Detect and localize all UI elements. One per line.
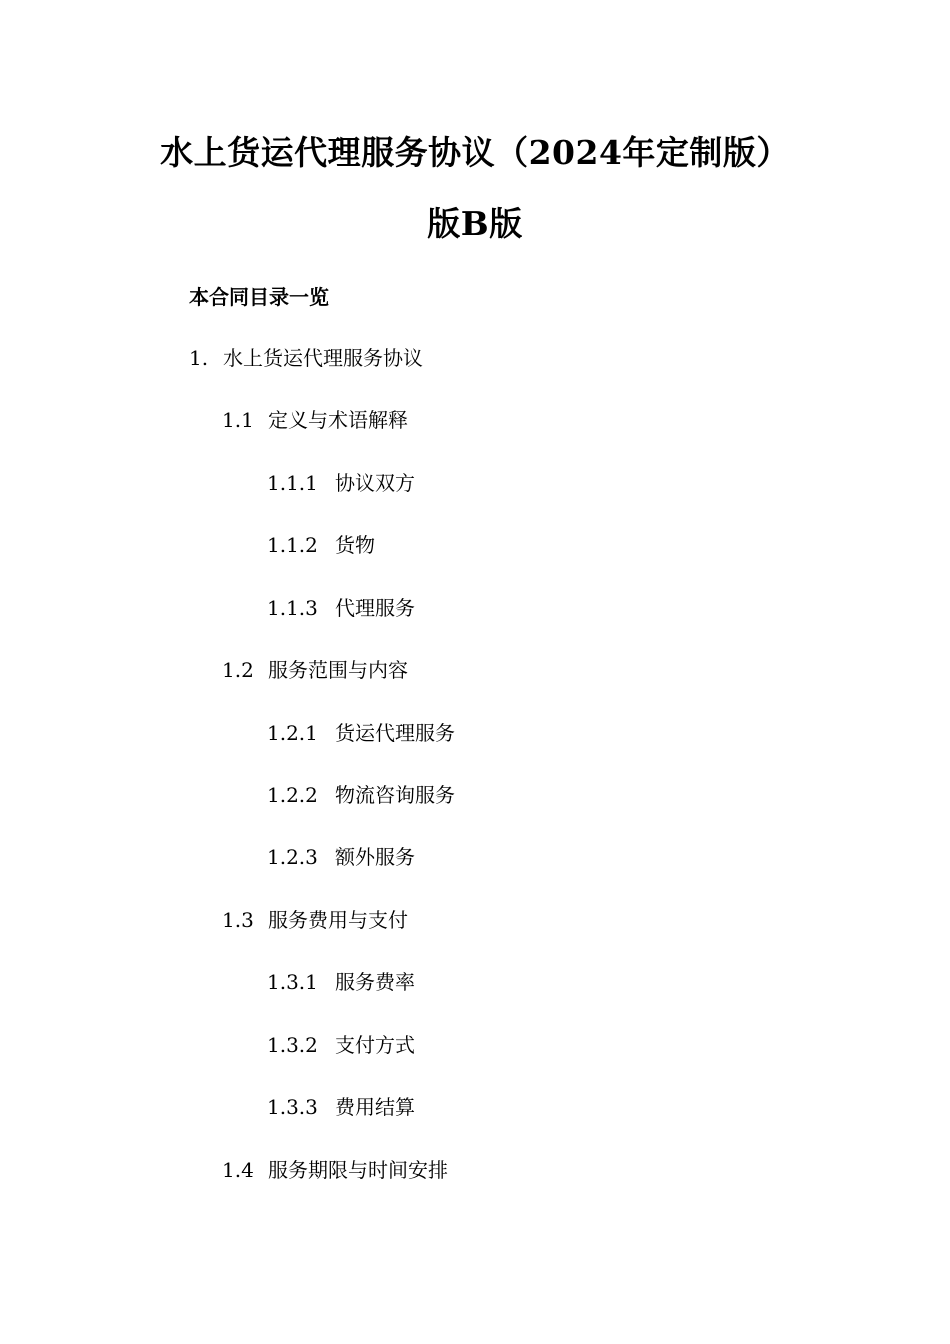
- toc-item: [267, 1031, 415, 1059]
- toc-item-number: 1.3.3: [267, 1095, 318, 1119]
- toc-item-number: 1.2.3: [267, 845, 318, 869]
- toc-item: [222, 1156, 448, 1184]
- toc-item: [267, 781, 455, 809]
- toc-heading: 本合同目录一览: [189, 285, 329, 309]
- toc-item: [267, 594, 415, 622]
- toc-item-number: 1.1: [222, 408, 254, 432]
- toc-item-text: 服务费用与支付: [268, 908, 408, 932]
- toc-item: [267, 531, 375, 559]
- toc-item: [222, 406, 408, 434]
- toc-item-text: 费用结算: [335, 1095, 415, 1119]
- toc-item: [189, 344, 423, 372]
- toc-item-number: 1.3: [222, 908, 254, 932]
- toc-item-number: 1.1.3: [267, 596, 318, 620]
- toc-item-number: 1.1.1: [267, 471, 318, 495]
- document-title: 水上货运代理服务协议（2024年定制版）: [160, 133, 790, 172]
- toc-item-number: 1.2.2: [267, 783, 318, 807]
- toc-item-number: 1.2: [222, 658, 254, 682]
- toc-item-text: 水上货运代理服务协议: [223, 346, 423, 370]
- toc-item: [267, 1093, 415, 1121]
- toc-item: [267, 469, 415, 497]
- toc-item-number: 1.4: [222, 1158, 254, 1182]
- toc-item-text: 服务范围与内容: [268, 658, 408, 682]
- toc-item-text: 额外服务: [335, 845, 415, 869]
- toc-item-text: 代理服务: [335, 596, 415, 620]
- toc-item-text: 定义与术语解释: [268, 408, 408, 432]
- toc-item-text: 货运代理服务: [335, 721, 455, 745]
- toc-item-text: 货物: [335, 533, 375, 557]
- toc-item-number: 1.2.1: [267, 721, 318, 745]
- toc-item-number: 1.1.2: [267, 533, 318, 557]
- toc-item: [267, 968, 415, 996]
- toc-item: [267, 843, 415, 871]
- toc-item: [222, 906, 408, 934]
- toc-item-number: 1.: [189, 346, 209, 370]
- toc-item-text: 支付方式: [335, 1033, 415, 1057]
- document-subtitle: 版B版: [427, 204, 523, 243]
- toc-item-text: 协议双方: [335, 471, 415, 495]
- toc-item: [222, 656, 408, 684]
- toc-item-number: 1.3.2: [267, 1033, 318, 1057]
- toc-item-number: 1.3.1: [267, 970, 318, 994]
- toc-item: [267, 719, 455, 747]
- toc-item-text: 服务期限与时间安排: [268, 1158, 448, 1182]
- toc-item-text: 物流咨询服务: [335, 783, 455, 807]
- toc-item-text: 服务费率: [335, 970, 415, 994]
